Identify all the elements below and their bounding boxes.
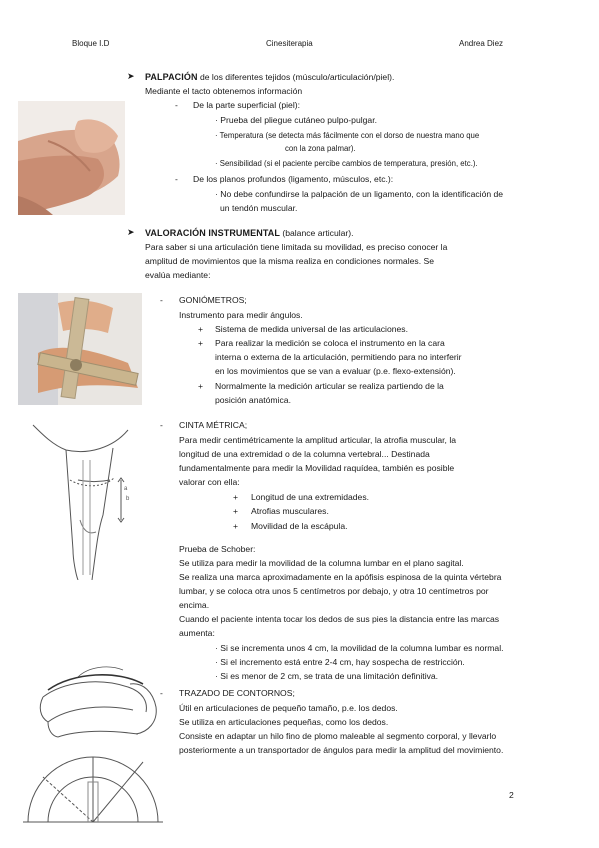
cinta-item: Atrofias musculares. [251,506,329,516]
svg-text:b: b [126,496,130,502]
goniometros-item: posición anatómica. [215,395,291,405]
goniometros-bullet: + [198,338,204,348]
goniometer-photo [18,293,142,405]
cinta-line: longitud de una extremidad o de la columna vertebral... Destinada [179,449,430,459]
valoracion-arrow-icon: ➤ [127,227,135,237]
profundos-item: · No debe confundirse la palpación de un ligamento, con la identificación de [215,189,504,199]
header-right: Andrea Diez [459,39,504,48]
goniometros-title: GONIÓMETROS; [179,295,247,305]
palpacion-arrow-icon: ➤ [127,71,135,81]
goniometros-intro: Instrumento para medir ángulos. [179,310,303,320]
trazado-line: posteriormente a un transportador de ángulos para medir la amplitud del movimiento. [179,745,504,755]
palpacion-dash-1: - [175,100,178,110]
schober-item: · Si se incrementa unos 4 cm, la movilidad de la columna lumbar es normal. [215,643,504,653]
superficial-item: · Prueba del pliegue cutáneo pulpo-pulgar. [215,115,377,125]
cinta-bullet: + [233,521,239,531]
schober-line: encima. [179,600,210,610]
page-number: 2 [509,790,514,800]
profundos-label: De los planos profundos (ligamento, músculos, etc.): [193,174,394,184]
goniometros-item: interna o externa de la articulación, permitiendo para no interferir [215,352,462,362]
superficial-item: · Sensibilidad (si el paciente percibe cambios de temperatura, presión, etc.). [215,159,478,168]
valoracion-line: amplitud de movimientos que la misma realiza en condiciones normales. Se [145,256,434,266]
palpacion-heading [145,72,394,84]
valoracion-line: evalúa mediante: [145,270,211,280]
cinta-line: fundamentalmente para medir la Movilidad raquídea, también es posible [179,463,455,473]
palpacion-intro: Mediante el tacto obtenemos información [145,86,303,96]
palpacion-title: PALPACIÓN [145,72,198,82]
palpation-photo [18,101,125,215]
schober-line: lumbar, y se coloca otra unos 5 centímetros por debajo, y otra 10 centímetros por [179,586,489,596]
trazado-title: TRAZADO DE CONTORNOS; [179,688,295,698]
cinta-item: Movilidad de la escápula. [251,521,348,531]
superficial-item: con la zona palmar). [285,144,356,153]
superficial-item: · Temperatura (se detecta más fácilmente con el dorso de nuestra mano que [215,131,480,140]
schober-title: Prueba de Schober: [179,544,256,554]
schober-item: · Si es menor de 2 cm, se trata de una limitación definitiva. [215,671,439,681]
goniometros-item: Para realizar la medición se coloca el instrumento en la cara [215,338,445,348]
cinta-bullet: + [233,492,239,502]
trazado-line: Útil en articulaciones de pequeño tamaño, p.e. los dedos. [179,703,398,713]
cinta-dash: - [160,420,163,430]
goniometros-bullet: + [198,381,204,391]
trazado-dash: - [160,688,163,698]
cinta-bullet: + [233,506,239,516]
contour-tracing-illustration [18,662,168,834]
valoracion-title-rest: (balance articular). [279,228,354,238]
trazado-line: Consiste en adaptar un hilo fino de plomo maleable al segmento corporal, y llevarlo [179,731,497,741]
schober-line: Se utiliza para medir la movilidad de la columna lumbar en el plano sagital. [179,558,464,568]
cinta-item: Longitud de una extremidades. [251,492,370,502]
valoracion-heading [145,228,354,240]
svg-text:a: a [124,486,128,492]
palpacion-title-rest: de los diferentes tejidos (músculo/articulación/piel). [197,72,395,82]
schober-item: · Si el incremento está entre 2-4 cm, hay sospecha de restricción. [215,657,465,667]
valoracion-title: VALORACIÓN INSTRUMENTAL [145,228,280,238]
trazado-line: Se utiliza en articulaciones pequeñas, como los dedos. [179,717,389,727]
leg-measure-illustration [18,420,143,580]
goniometros-bullet: + [198,324,204,334]
goniometros-dash: - [160,295,163,305]
cinta-title: CINTA MÉTRICA; [179,420,248,430]
goniometros-item: Sistema de medida universal de las articulaciones. [215,324,408,334]
schober-line: aumenta: [179,628,215,638]
valoracion-line: Para saber si una articulación tiene limitada su movilidad, es preciso conocer la [145,242,448,252]
schober-line: Se realiza una marca aproximadamente en la apófisis espinosa de la quinta vértebra [179,572,502,582]
cinta-line: Para medir centimétricamente la amplitud articular, la atrofia muscular, la [179,435,457,445]
profundos-item: un tendón muscular. [220,203,298,213]
goniometros-item: en los movimientos que se van a evaluar (p.e. flexo-extensión). [215,366,456,376]
header-left: Bloque I.D [72,39,110,48]
goniometros-item: Normalmente la medición articular se realiza partiendo de la [215,381,444,391]
schober-line: Cuando el paciente intenta tocar los dedos de sus pies la distancia entre las marcas [179,614,500,624]
superficial-label: De la parte superficial (piel): [193,100,300,110]
cinta-line: valorar con ella: [179,477,240,487]
header-center: Cinesiterapia [266,39,313,48]
palpacion-dash-2: - [175,174,178,184]
